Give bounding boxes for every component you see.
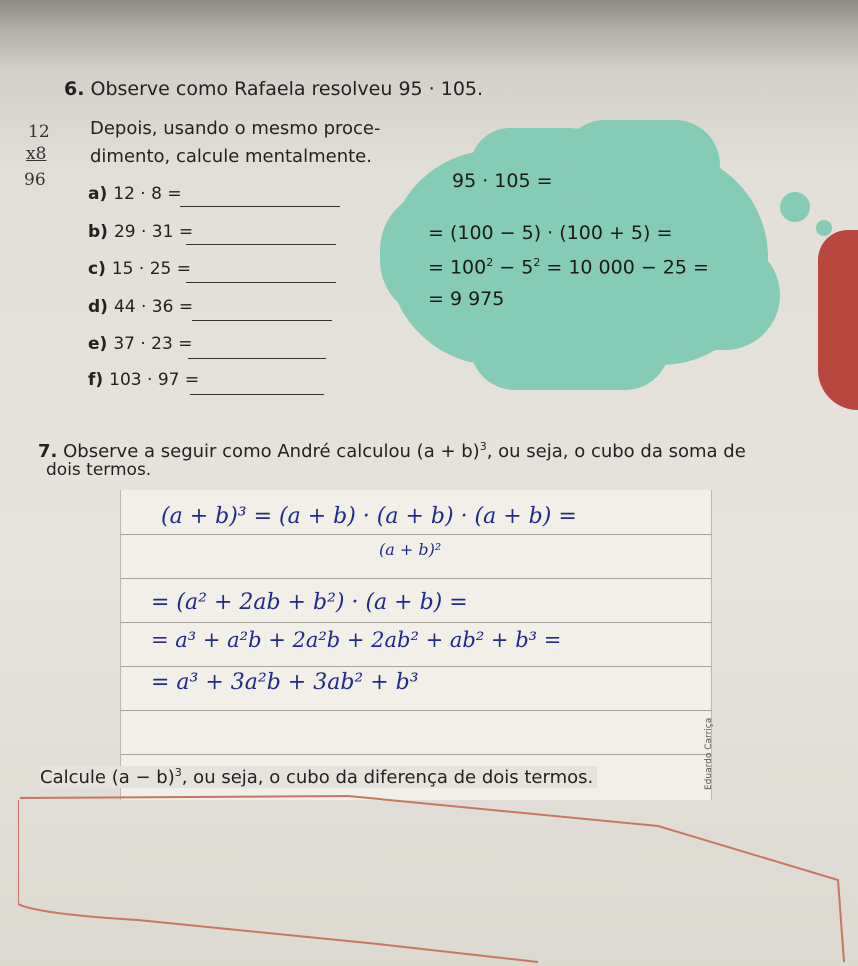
q6-number: 6. [64,78,85,100]
q7-calc-prompt: Calcule $(a - b)^3$, ou seja, o cubo da diferença de dois termos. [40,766,597,788]
q7-number: 7. [38,441,58,462]
answer-line-c[interactable] [186,282,336,283]
answer-line-d[interactable] [192,320,332,321]
image-credit: Eduardo Carriça [704,717,714,790]
handwriting-line3: = a³ + a²b + 2a²b + 2ab² + ab² + b³ = [151,628,562,652]
margin-note: x8 [26,144,47,164]
exercise-b: b) 29 · 31 = [88,222,194,242]
cloud-line3: = $100^2 - 5^2 = 10$ 000 − 25 = [428,256,709,279]
handwriting-line2: = (a² + 2ab + b²) · (a + b) = [151,590,468,615]
q6-intro-line2: dimento, calcule mentalmente. [90,146,372,167]
handwritten-solution [120,490,712,800]
answer-line-e[interactable] [188,358,326,359]
exercise-c: c) 15 · 25 = [88,259,191,279]
answer-line-f[interactable] [190,394,324,395]
handwriting-line1: (a + b)³ = (a + b) · (a + b) · (a + b) = [161,504,577,529]
exercise-d: d) 44 · 36 = [88,297,194,317]
q7-statement-line2: dois termos. [46,460,152,480]
exercise-e: e) 37 · 23 = [88,334,193,354]
cloud-line4: = 9 975 [428,288,505,310]
answer-line-b[interactable] [186,244,336,245]
cloud-line2: = (100 − 5) · (100 + 5) = [428,222,673,244]
margin-note: 12 [28,122,50,142]
cloud-line1: 95 · 105 = [452,170,553,192]
exercise-f: f) 103 · 97 = [88,370,200,390]
q7-statement: 7. Observe a seguir como André calculou $(a + b)^3$, ou seja, o cubo da soma de [38,440,746,462]
torn-edge [0,0,858,70]
handwriting-brace-label: (a + b)² [379,540,442,559]
illustration-hair [818,230,858,410]
margin-note: 96 [24,170,46,190]
handwriting-line4: = a³ + 3a²b + 3ab² + b³ [151,670,419,695]
q6-intro-line1: Depois, usando o mesmo proce- [90,118,381,139]
answer-line-a[interactable] [180,206,340,207]
q6-statement [64,78,483,100]
answer-box[interactable] [18,794,848,964]
q6-text: Observe como Rafaela resolveu 95 · 105. [90,78,484,100]
exercise-a: a) 12 · 8 = [88,184,182,204]
